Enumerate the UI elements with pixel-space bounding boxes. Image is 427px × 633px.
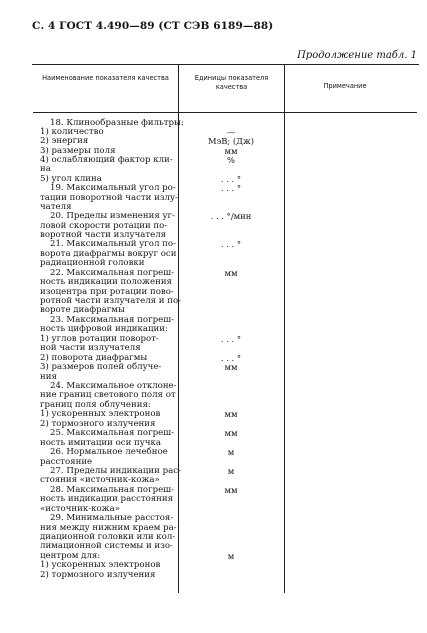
table-cell-name: ротной части излучателя и по- xyxy=(40,296,182,306)
table-cell-name: 1) ускоренных электронов xyxy=(40,560,161,570)
table-cell-unit: м xyxy=(227,466,235,476)
table-cell-unit: мм xyxy=(224,428,238,438)
table-cell-name: 27. Пределы индикации рас- xyxy=(50,466,181,476)
table-cell-name: 2) энергия xyxy=(40,136,89,146)
table-cell-unit: . . . °/мин xyxy=(210,211,252,221)
table-cell-name: 2) тормозного излучения xyxy=(40,419,156,429)
table-cell-name: 20. Пределы изменения уг- xyxy=(50,211,175,221)
table-cell-name: ной части излучателя xyxy=(40,343,141,353)
table-cell-unit: . . . ° xyxy=(220,183,242,193)
table-cell-name: ность индикации расстояния xyxy=(40,494,174,504)
table-cell-name: границ поля облучения: xyxy=(40,400,151,410)
table-cell-name: изоцентра при ротации пово- xyxy=(40,287,174,297)
table-continuation-label: Продолжение табл. 1 xyxy=(297,50,417,61)
table-cell-unit: — xyxy=(226,127,236,137)
table-cell-unit: мм xyxy=(224,362,238,372)
table-cell-name: «источник-кожа» xyxy=(40,504,120,514)
table-cell-name: 2) поворота диафрагмы xyxy=(40,353,148,363)
table-cell-name: 22. Максимальная погреш- xyxy=(50,268,175,278)
table-cell-unit: м xyxy=(227,447,235,457)
table-cell-unit: . . . ° xyxy=(220,174,242,184)
table-cell-unit: . . . ° xyxy=(220,239,242,249)
table-cell-unit: мм xyxy=(224,485,238,495)
table-cell-name: воротной части излучателя xyxy=(40,230,167,240)
table-cell-name: 2) тормозного излучения xyxy=(40,570,156,580)
table-cell-unit: . . . ° xyxy=(220,353,242,363)
table-cell-name: 1) количество xyxy=(40,127,104,137)
table-cell-name: вороте диафрагмы xyxy=(40,305,125,315)
column-header-unit: Единицы показателя качества xyxy=(194,74,269,91)
table-cell-name: 21. Максимальный угол по- xyxy=(50,239,176,249)
table-cell-name: лимационной системы и изо- xyxy=(40,541,173,551)
table-cell-name: 28. Максимальная погреш- xyxy=(50,485,175,495)
table-cell-name: 1) углов ротации поворот- xyxy=(40,334,159,344)
table-cell-unit: % xyxy=(227,155,235,165)
table-cell-name: ловой скорости ротации по- xyxy=(40,221,168,231)
table-cell-name: 23. Максимальная погреш- xyxy=(50,315,175,325)
table-cell-unit: мм xyxy=(224,268,238,278)
table-cell-name: тации поворотной части излу- xyxy=(40,193,178,203)
table-cell-name: диационной головки или кол- xyxy=(40,532,176,542)
column-header-note: Примечание xyxy=(323,82,367,90)
table-cell-name: ния xyxy=(40,372,57,382)
column-header-name: Наименование показателя качества xyxy=(42,74,169,82)
table-cell-name: 3) размеров полей облуче- xyxy=(40,362,162,372)
table-cell-unit: . . . ° xyxy=(220,334,242,344)
table-cell-name: центром для: xyxy=(40,551,101,561)
table-cell-name: радиационной головки xyxy=(40,258,145,268)
table-cell-name: чателя xyxy=(40,202,72,212)
table-cell-name: ворота диафрагмы вокруг оси xyxy=(40,249,177,259)
table-cell-name: 5) угол клина xyxy=(40,174,102,184)
table-cell-name: на xyxy=(40,164,51,174)
table-cell-name: 3) размеры поля xyxy=(40,146,116,156)
table-cell-name: 29. Минимальные расстоя- xyxy=(50,513,174,523)
table-cell-name: 4) ослабляющий фактор кли- xyxy=(40,155,173,165)
table-cell-name: стояния «источник-кожа» xyxy=(40,475,160,485)
table-cell-name: 24. Максимальное отклоне- xyxy=(50,381,177,391)
table-cell-name: 26. Нормальное лечебное xyxy=(50,447,168,457)
table-cell-name: ность цифровой индикации: xyxy=(40,324,168,334)
table-cell-unit: МэВ; (Дж) xyxy=(208,136,254,146)
table-cell-unit: мм xyxy=(224,146,238,156)
page-header: С. 4 ГОСТ 4.490—89 (СТ СЭВ 6189—88) xyxy=(32,20,274,32)
table-cell-name: 1) ускоренных электронов xyxy=(40,409,161,419)
table-cell-name: 19. Максимальный угол ро- xyxy=(50,183,176,193)
table-cell-name: ния между нижним краем ра- xyxy=(40,523,177,533)
table-cell-name: 18. Клинообразные фильтры: xyxy=(50,118,184,128)
table-cell-unit: мм xyxy=(224,409,238,419)
table-cell-name: 25. Максимальная погреш- xyxy=(50,428,175,438)
table-cell-name: ние границ светового поля от xyxy=(40,390,176,400)
table-cell-name: расстояние xyxy=(40,457,93,467)
table-cell-name: ность имитации оси пучка xyxy=(40,438,162,448)
table-cell-name: ность индикации положения xyxy=(40,277,172,287)
table-cell-unit: м xyxy=(227,551,235,561)
